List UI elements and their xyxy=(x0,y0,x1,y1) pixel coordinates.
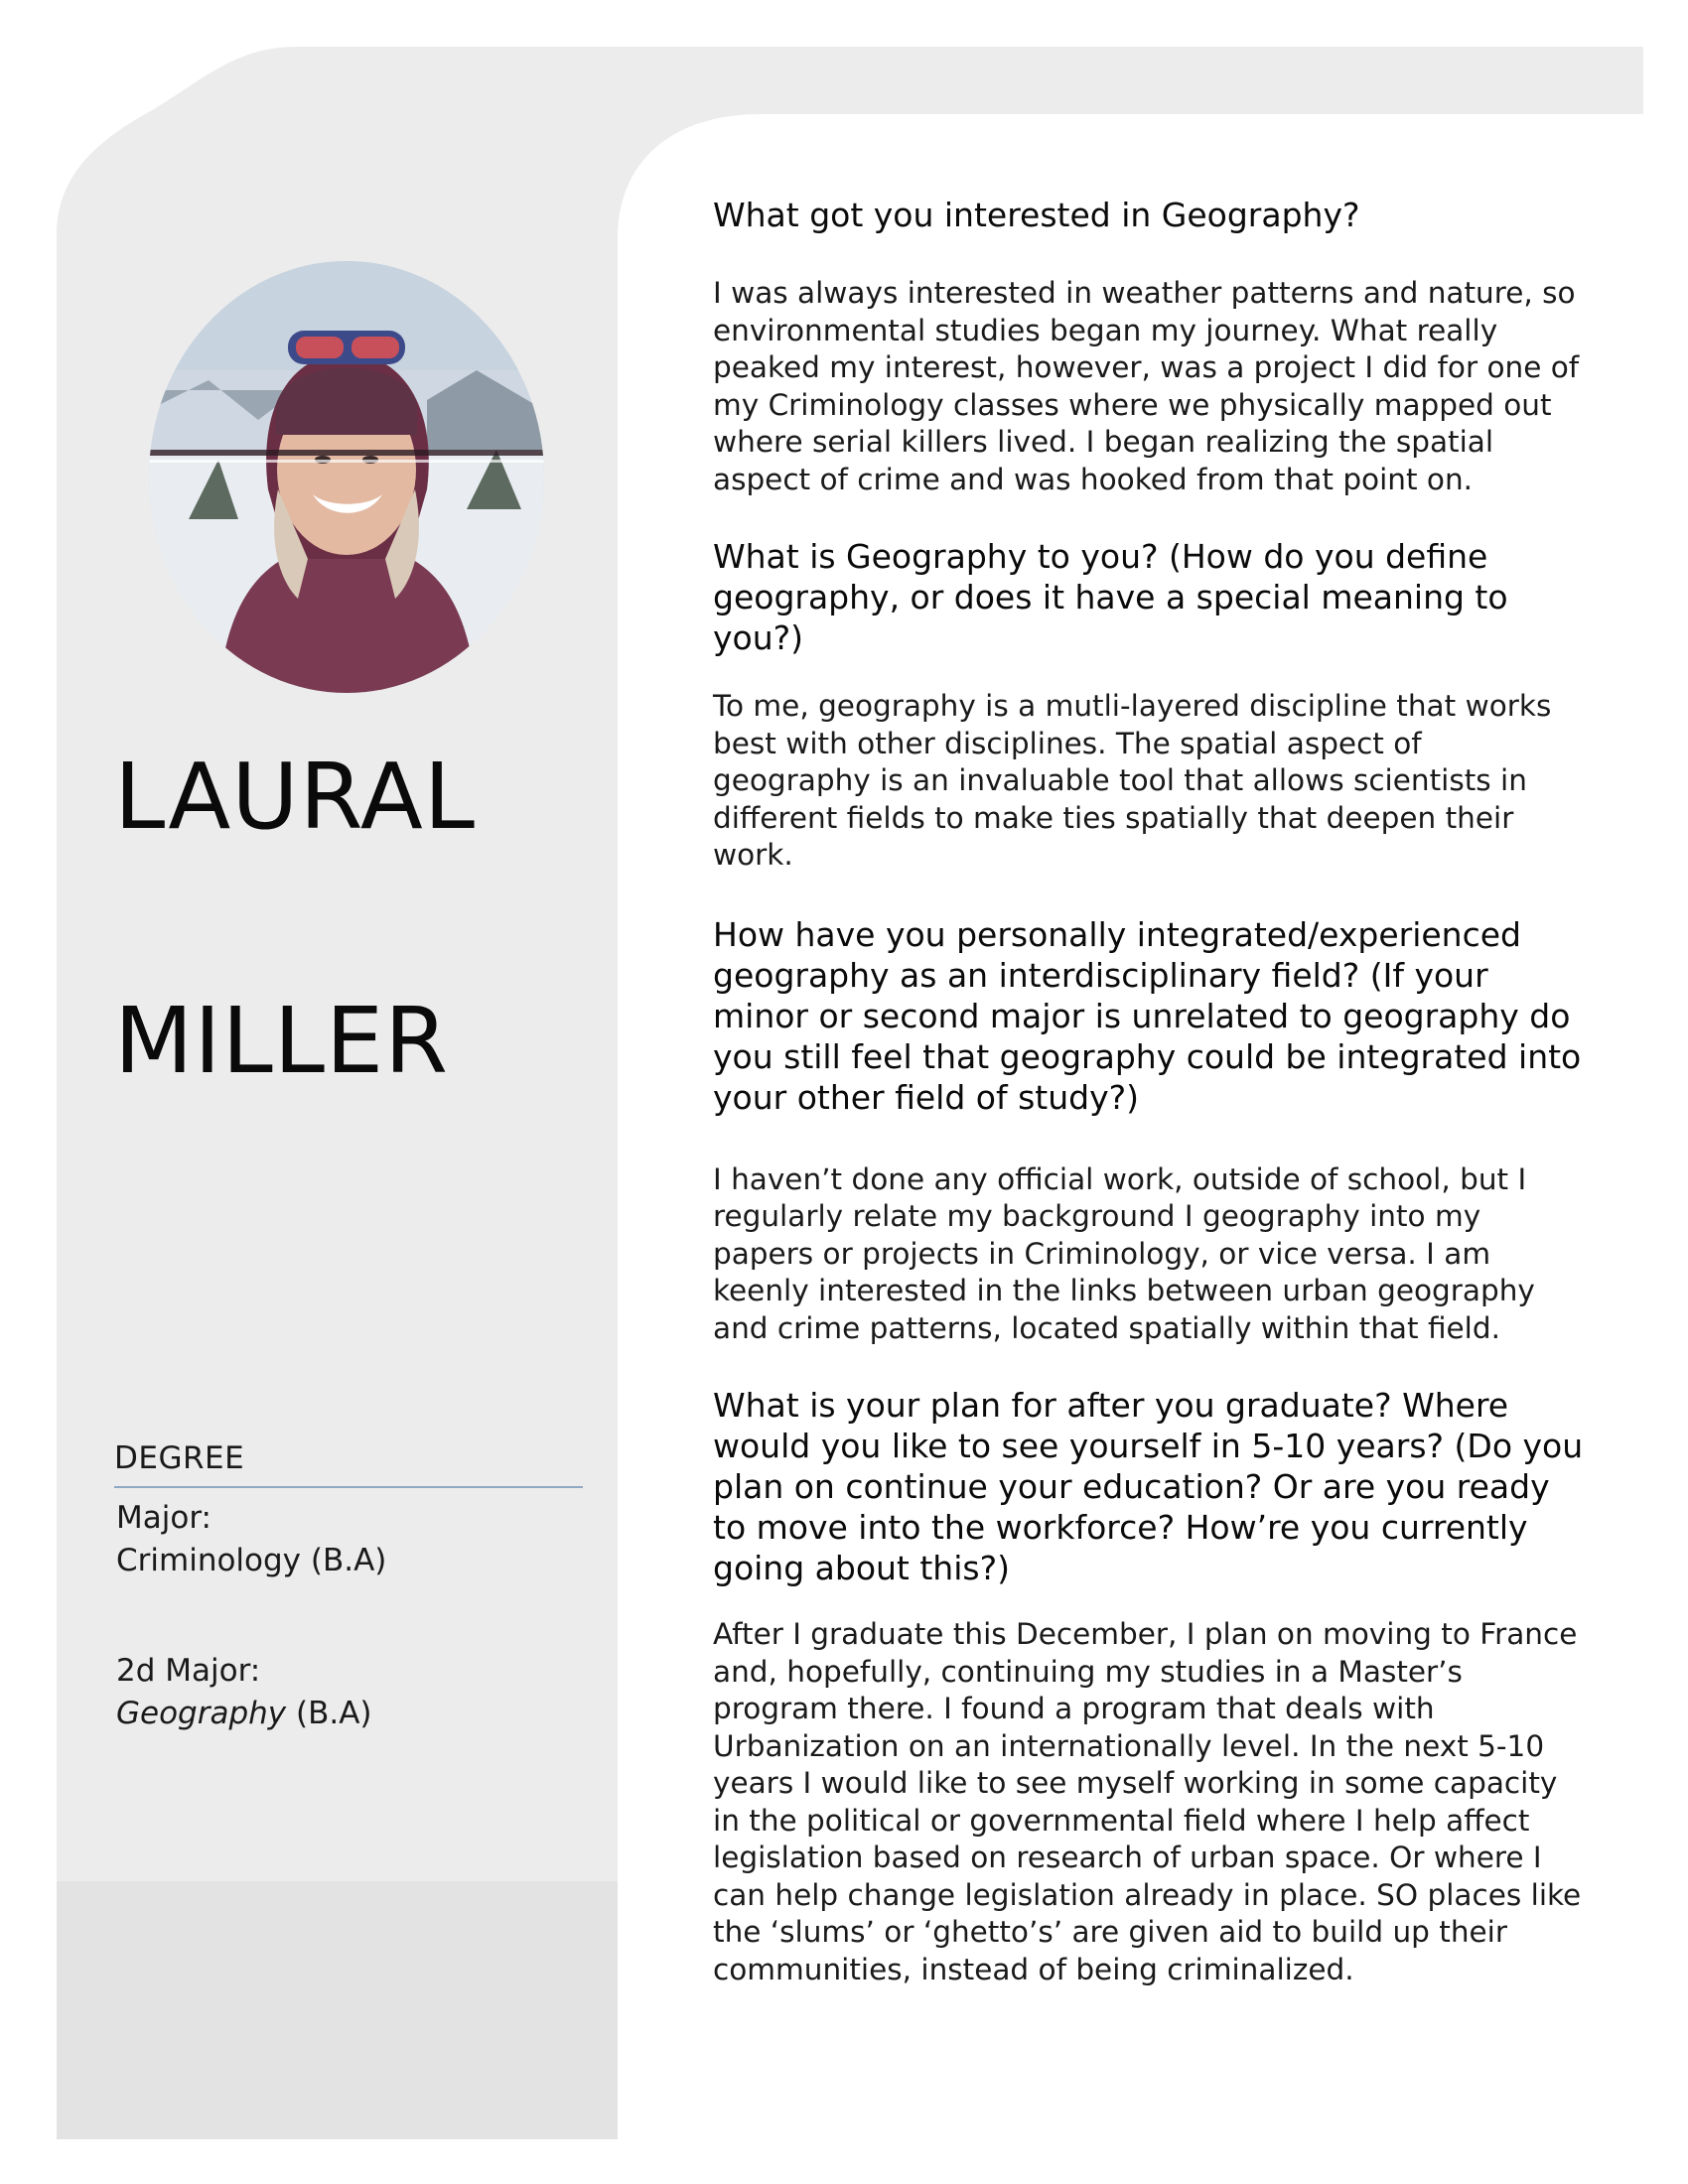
question-3: How have you personally integrated/experienced geography as an interdisciplinary field? (If your minor or second major is unrelated to geography do you still feel that geography could be integrated into your other field of study?) xyxy=(713,914,1582,1117)
second-major-suffix: (B.A) xyxy=(286,1696,372,1731)
second-major-label: 2d Major: xyxy=(116,1653,261,1689)
second-major-block xyxy=(116,1650,583,1735)
question-2: What is Geography to you? (How do you define geography, or does it have a special meaning to you?) xyxy=(713,537,1508,657)
major-value: Criminology (B.A) xyxy=(116,1543,387,1578)
answer-2: To me, geography is a mutli-layered discipline that works best with other disciplines. The spatial aspect of geography is an invaluable tool that allows scientists in different fields to make ties spatially that deepen their work. xyxy=(713,689,1552,872)
answer-3: I haven’t done any official work, outside of school, but I regularly relate my background I geography into my papers or projects in Criminology, or vice versa. I am keenly interested in the links between urban geography and crime patterns, located spatially within that field. xyxy=(713,1161,1535,1345)
last-name: MILLER xyxy=(114,988,450,1094)
second-major-value xyxy=(116,1693,583,1735)
portrait-photo-icon xyxy=(149,261,544,693)
major-label: Major: xyxy=(116,1500,211,1536)
sidebar-footer-curve xyxy=(57,1881,618,2139)
question-1: What got you interested in Geography? xyxy=(713,196,1360,234)
interview-content xyxy=(713,195,1587,1988)
first-name: LAURAL xyxy=(114,744,477,850)
question-4: What is your plan for after you graduate? Where would you like to see yourself in 5-10 years? (Do you plan on continue your education? Or are you ready to move into the workforce? How’re you currently going about this?) xyxy=(713,1386,1584,1587)
answer-4: After I graduate this December, I plan on moving to France and, hopefully, continuing my studies in a Master’s program there. I found a program that deals with Urbanization on an internationally level. In the next 5-10 years I would like to see myself working in some capacity in the political or governmental field where I help affect legislation based on research of urban space. Or where I can help change legislation already in place. SO places like the ‘slums’ or ‘ghetto’s’ are given aid to build up their communities, instead of being criminalized. xyxy=(713,1617,1582,1986)
answer-1: I was always interested in weather patterns and nature, so environmental studies began my journey. What really peaked my interest, however, was a project I did for one of my Criminology classes where we physically mapped out where serial killers lived. I began realizing the spatial aspect of crime and was hooked from that point on. xyxy=(713,276,1580,496)
degree-heading: DEGREE xyxy=(114,1440,583,1488)
second-major-field: Geography xyxy=(116,1696,287,1731)
profile-photo xyxy=(149,261,544,693)
major-block xyxy=(116,1497,583,1582)
